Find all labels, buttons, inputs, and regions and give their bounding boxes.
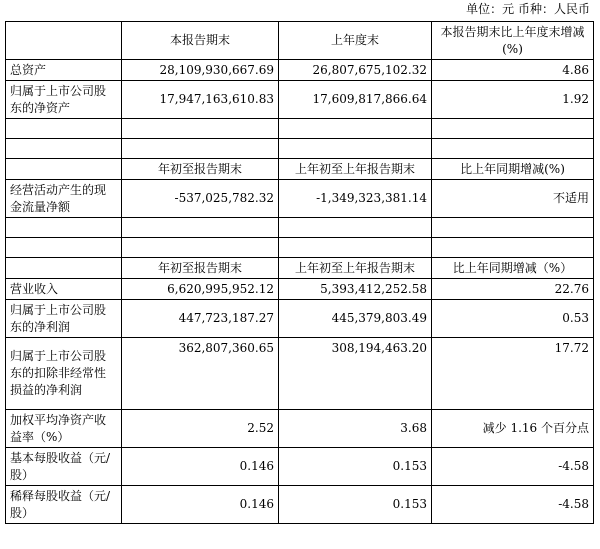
blank-cell — [122, 238, 279, 258]
row-label-net-profit: 归属于上市公司股东的净利润 — [6, 300, 122, 338]
blank-cell — [6, 119, 122, 139]
cell-value: 0.146 — [122, 448, 279, 486]
cell-value: 5,393,412,252.58 — [279, 279, 432, 300]
cell-value: 6,620,995,952.12 — [122, 279, 279, 300]
blank-cell — [279, 119, 432, 139]
blank-cell — [122, 218, 279, 238]
row-label-operating-cash-flow: 经营活动产生的现金流量净额 — [6, 180, 122, 218]
cell-value: 1.92 — [432, 81, 594, 119]
cell-value: 4.86 — [432, 60, 594, 81]
col-header-prior-ytd: 上年初至上年报告期末 — [279, 258, 432, 279]
col-header-current-period-end: 本报告期末 — [122, 22, 279, 60]
row-label-basic-eps: 基本每股收益（元/股） — [6, 448, 122, 486]
blank-cell — [6, 139, 122, 159]
row-label-adjusted-net-profit: 归属于上市公司股东的扣除非经常性损益的净利润 — [6, 338, 122, 410]
cell-value: 0.146 — [122, 486, 279, 524]
blank-row — [6, 238, 594, 258]
table-row — [6, 60, 594, 81]
header-row-3 — [6, 258, 594, 279]
cell-value: 减少 1.16 个百分点 — [432, 410, 594, 448]
blank-cell — [279, 218, 432, 238]
blank-cell — [432, 238, 594, 258]
cell-value: 0.153 — [279, 448, 432, 486]
blank-row — [6, 218, 594, 238]
cell-value: 362,807,360.65 — [122, 338, 279, 410]
table-row — [6, 486, 594, 524]
header-empty-cell — [6, 159, 122, 180]
blank-cell — [6, 238, 122, 258]
row-label-roe: 加权平均净资产收益率（%） — [6, 410, 122, 448]
cell-value: 445,379,803.49 — [279, 300, 432, 338]
header-row-2 — [6, 159, 594, 180]
cell-value: 不适用 — [432, 180, 594, 218]
row-label-diluted-eps: 稀释每股收益（元/股） — [6, 486, 122, 524]
cell-value: 22.76 — [432, 279, 594, 300]
cell-value: 0.153 — [279, 486, 432, 524]
col-header-prior-ytd: 上年初至上年报告期末 — [279, 159, 432, 180]
header-row-1 — [6, 22, 594, 60]
unit-currency-note: 单位：元 币种：人民币 — [466, 2, 590, 16]
header-empty-cell — [6, 258, 122, 279]
table-row — [6, 410, 594, 448]
blank-cell — [432, 139, 594, 159]
blank-cell — [279, 238, 432, 258]
blank-cell — [6, 218, 122, 238]
col-header-prior-year-end: 上年度末 — [279, 22, 432, 60]
cell-value: 0.53 — [432, 300, 594, 338]
col-header-change-pct: 本报告期末比上年度末增减(%) — [432, 22, 594, 60]
cell-value: 17,609,817,866.64 — [279, 81, 432, 119]
col-header-yoy-change: 比上年同期增减(%) — [432, 159, 594, 180]
col-header-ytd: 年初至报告期末 — [122, 159, 279, 180]
row-label-net-assets: 归属于上市公司股东的净资产 — [6, 81, 122, 119]
cell-value: 26,807,675,102.32 — [279, 60, 432, 81]
cell-value: 2.52 — [122, 410, 279, 448]
row-label-revenue: 营业收入 — [6, 279, 122, 300]
table-row — [6, 180, 594, 218]
table-row — [6, 81, 594, 119]
cell-value: -4.58 — [432, 486, 594, 524]
col-header-yoy-change: 比上年同期增减（%） — [432, 258, 594, 279]
cell-value: 17.72 — [432, 338, 594, 410]
table-row — [6, 448, 594, 486]
cell-value: 447,723,187.27 — [122, 300, 279, 338]
blank-row — [6, 119, 594, 139]
cell-value: -537,025,782.32 — [122, 180, 279, 218]
blank-cell — [432, 119, 594, 139]
blank-cell — [279, 139, 432, 159]
blank-row — [6, 139, 594, 159]
col-header-ytd: 年初至报告期末 — [122, 258, 279, 279]
blank-cell — [432, 218, 594, 238]
table-row — [6, 300, 594, 338]
cell-value: 28,109,930,667.69 — [122, 60, 279, 81]
cell-value: 3.68 — [279, 410, 432, 448]
blank-cell — [122, 119, 279, 139]
cell-value: 17,947,163,610.83 — [122, 81, 279, 119]
table-row — [6, 338, 594, 410]
blank-cell — [122, 139, 279, 159]
table-row — [6, 279, 594, 300]
financial-data-table — [5, 21, 594, 524]
cell-value: -4.58 — [432, 448, 594, 486]
header-empty-cell — [6, 22, 122, 60]
cell-value: 308,194,463.20 — [279, 338, 432, 410]
cell-value: -1,349,323,381.14 — [279, 180, 432, 218]
row-label-total-assets: 总资产 — [6, 60, 122, 81]
